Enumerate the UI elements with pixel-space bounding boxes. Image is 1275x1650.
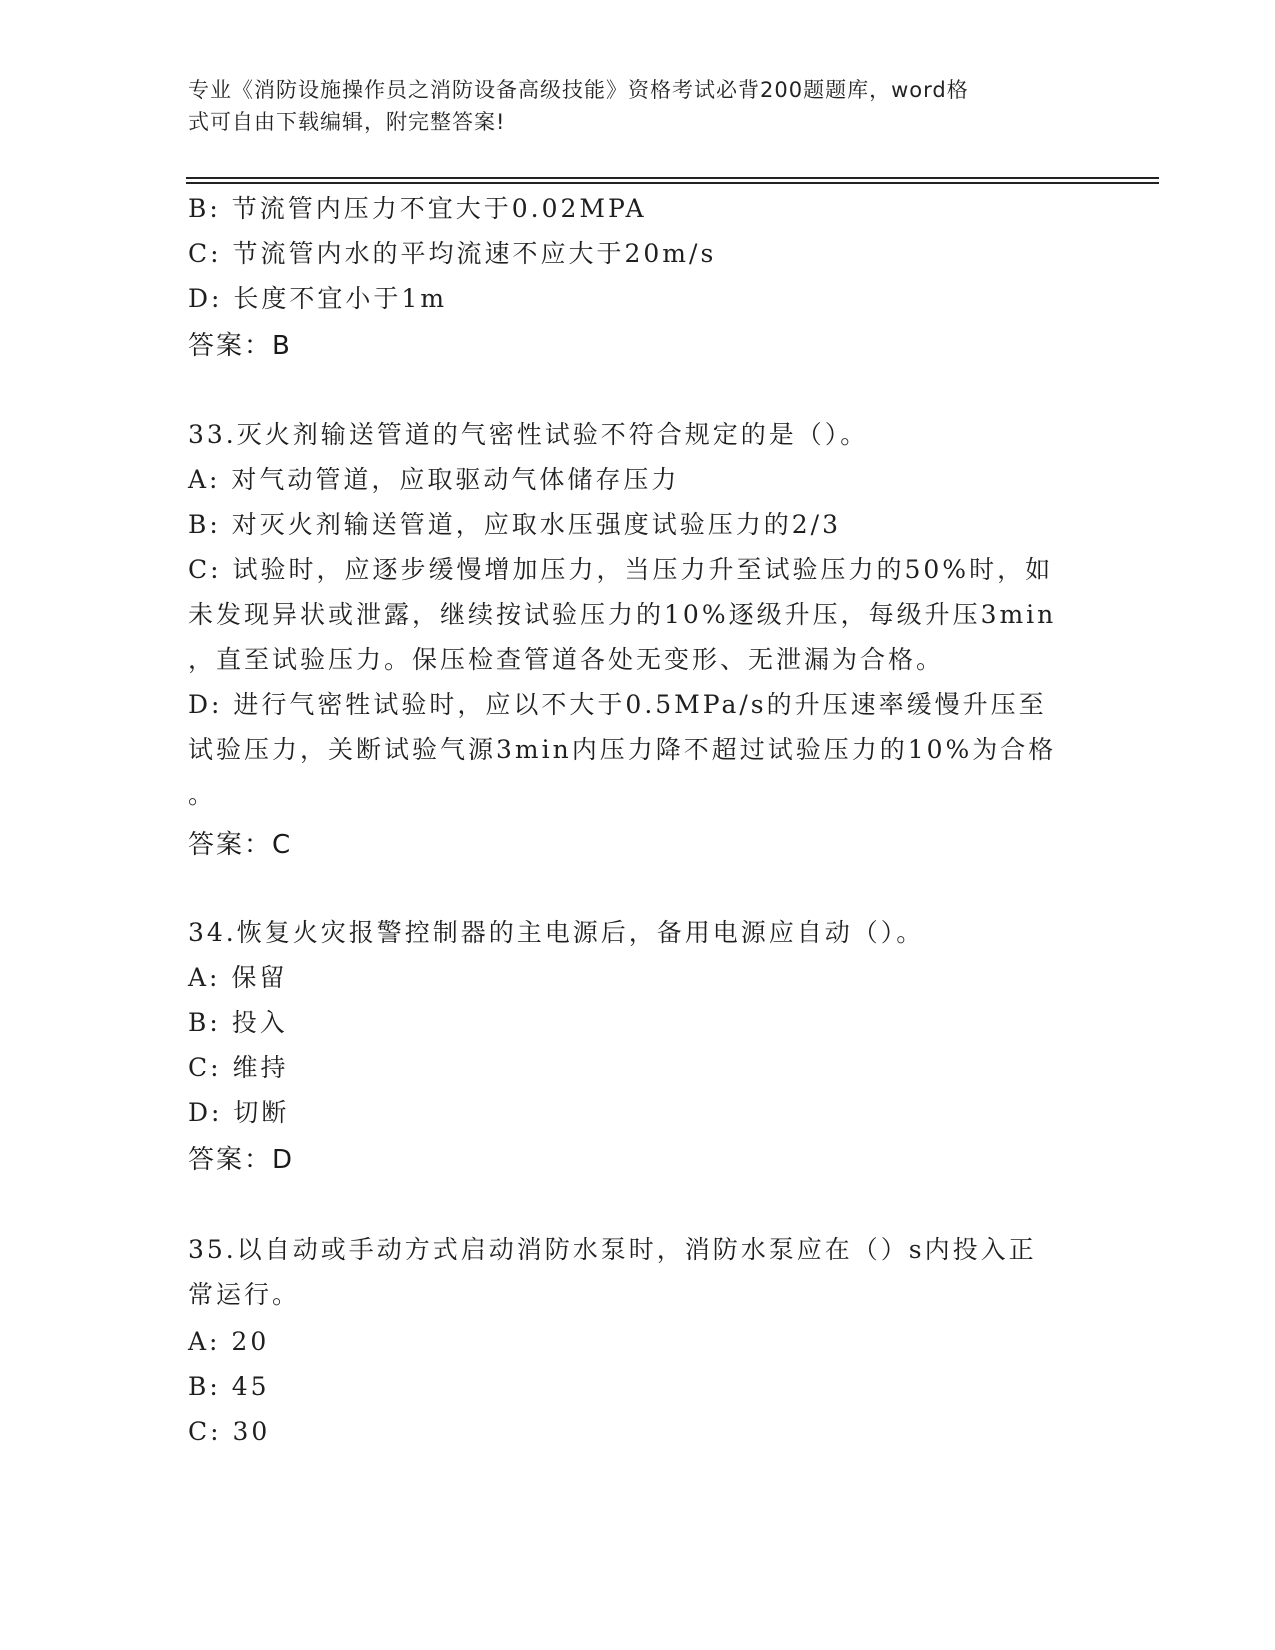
q33-stem: 33.灭火剂输送管道的气密性试验不符合规定的是（）。 <box>188 420 869 449</box>
header-divider-top <box>186 177 1159 179</box>
q33-option-a: A: 对气动管道，应取驱动气体储存压力 <box>188 465 680 494</box>
q34-answer: 答案：D <box>188 1145 295 1175</box>
q33-option-c-line-2: 未发现异状或泄露，继续按试验压力的10%逐级升压，每级升压3min <box>188 600 1057 629</box>
q35-option-b: B: 45 <box>188 1372 270 1401</box>
document-header <box>188 74 1078 138</box>
q35-option-a: A: 20 <box>188 1327 270 1356</box>
q34-option-a: A: 保留 <box>188 963 288 992</box>
q32-option-d: D: 长度不宜小于1m <box>188 284 448 313</box>
q34-option-c: C: 维持 <box>188 1053 289 1082</box>
q33-option-d-line-1: D: 进行气密牲试验时，应以不大于0.5MPa/s的升压速率缓慢升压至 <box>188 690 1047 719</box>
q32-answer: 答案：B <box>188 331 292 361</box>
q33-option-c-line-1: C: 试验时，应逐步缓慢增加压力，当压力升至试验压力的50%时，如 <box>188 555 1054 584</box>
q35-stem-line-2: 常运行。 <box>188 1280 301 1309</box>
header-divider-bottom <box>186 182 1159 184</box>
q33-option-d-line-3: 。 <box>188 780 217 809</box>
q33-option-b: B: 对灭火剂输送管道，应取水压强度试验压力的2/3 <box>188 510 841 539</box>
header-line-2: 式可自由下载编辑，附完整答案! <box>188 110 506 134</box>
q35-stem-line-1: 35.以自动或手动方式启动消防水泵时，消防水泵应在（）s内投入正 <box>188 1235 1037 1264</box>
q34-stem: 34.恢复火灾报警控制器的主电源后，备用电源应自动（）。 <box>188 918 925 947</box>
q32-option-b: B: 节流管内压力不宜大于0.02MPA <box>188 194 647 223</box>
q34-option-b: B: 投入 <box>188 1008 288 1037</box>
q33-answer: 答案：C <box>188 830 293 860</box>
q32-option-c: C: 节流管内水的平均流速不应大于20m/s <box>188 239 717 268</box>
q33-option-c-line-3: ，直至试验压力。保压检查管道各处无变形、无泄漏为合格。 <box>188 645 945 674</box>
q35-option-c: C: 30 <box>188 1417 271 1446</box>
q33-option-d-line-2: 试验压力，关断试验气源3min内压力降不超过试验压力的10%为合格 <box>188 735 1057 764</box>
header-line-1: 专业《消防设施操作员之消防设备高级技能》资格考试必背200题题库，word格 <box>188 78 969 102</box>
q34-option-d: D: 切断 <box>188 1098 290 1127</box>
